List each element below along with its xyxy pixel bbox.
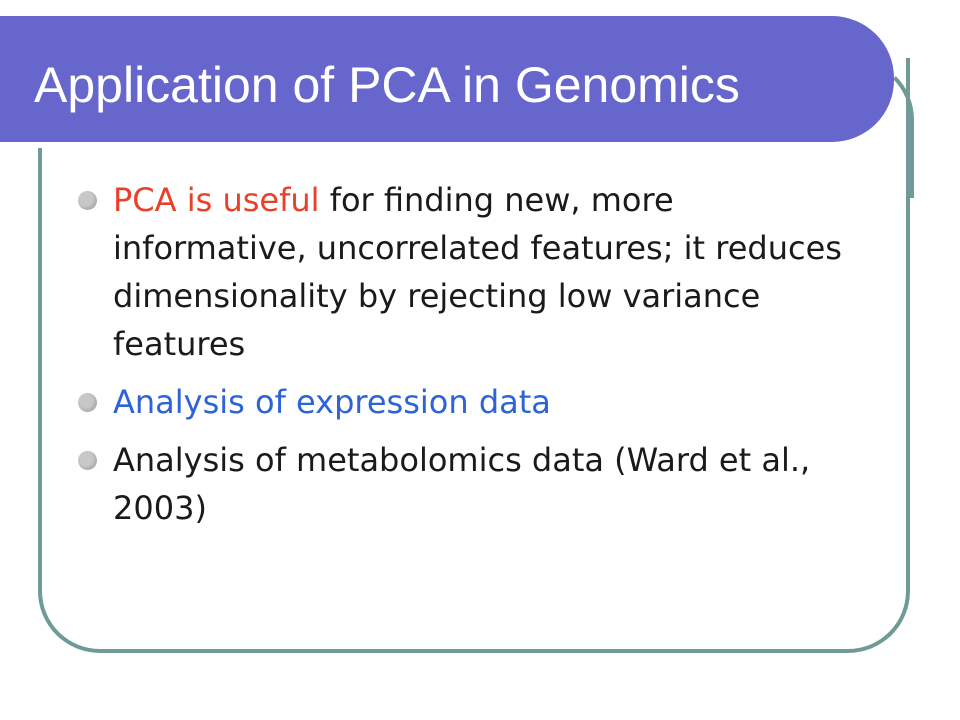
- bullet-dot-icon: [78, 393, 97, 412]
- bullet-item-metabolomics-data: [72, 436, 872, 532]
- bullet-item-pca-useful: [72, 176, 872, 368]
- bullet-item-expression-data: [72, 378, 872, 426]
- bullet-text: Analysis of expression data: [113, 383, 551, 421]
- bullet-text: Analysis of metabolomics data (Ward et al., 2003): [113, 441, 811, 527]
- bullet-dot-icon: [78, 451, 97, 470]
- title-underline: [0, 142, 848, 148]
- slide-title: Application of PCA in Genomics: [34, 57, 740, 113]
- bullet-list: [72, 176, 872, 542]
- bullet-dot-icon: [78, 191, 97, 210]
- title-bar: [0, 16, 894, 142]
- bullet-text: for finding new, more informative, uncorrelated features; it reduces dimensionality by rejecting low variance features: [113, 181, 842, 363]
- bullet-highlight-text: PCA is useful: [113, 181, 320, 219]
